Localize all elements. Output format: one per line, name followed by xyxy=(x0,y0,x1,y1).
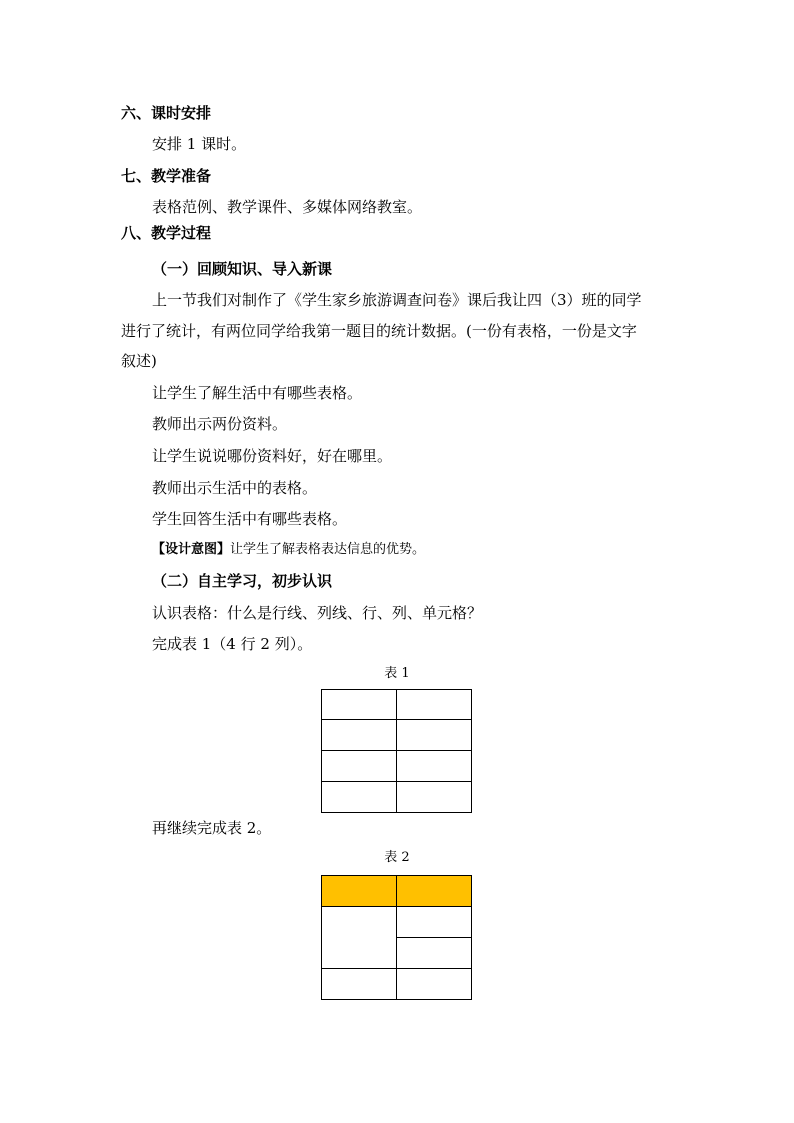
table-1-cell xyxy=(397,782,472,813)
table-1-cell xyxy=(322,720,397,751)
part-1-paragraph-line-3: 叙述) xyxy=(121,352,157,370)
part-1-paragraph-line-1: 上一节我们对制作了《学生家乡旅游调查问卷》课后我让四（3）班的同学 xyxy=(152,291,642,309)
design-intent-text: 让学生了解表格表达信息的优势。 xyxy=(230,542,426,557)
step-3: 让学生说说哪份资料好，好在哪里。 xyxy=(152,447,393,465)
part-1-heading: （一）回顾知识、导入新课 xyxy=(152,260,333,278)
table-1-cell xyxy=(397,751,472,782)
section-6-body: 安排 1 课时。 xyxy=(152,135,247,153)
table-1-cell xyxy=(322,751,397,782)
part-2-line-3: 再继续完成表 2。 xyxy=(152,819,272,837)
section-8-heading: 八、教学过程 xyxy=(121,224,212,242)
table-1-caption: 表 1 xyxy=(384,666,410,681)
table-2-cell xyxy=(397,969,472,1000)
table-1-cell xyxy=(397,720,472,751)
part-1-paragraph-line-2: 进行了统计，有两位同学给我第一题目的统计数据。(一份有表格，一份是文字 xyxy=(121,322,637,340)
table-2-header-cell xyxy=(322,876,397,907)
table-2-cell xyxy=(322,969,397,1000)
part-2-line-2: 完成表 1（4 行 2 列）。 xyxy=(152,635,313,653)
design-intent-label: 【设计意图】 xyxy=(152,542,231,557)
table-1-cell xyxy=(322,782,397,813)
table-1-cell xyxy=(397,690,472,720)
table-2-cell xyxy=(397,938,472,969)
section-7-body: 表格范例、教学课件、多媒体网络教室。 xyxy=(152,198,423,216)
table-1 xyxy=(321,689,472,813)
step-1: 让学生了解生活中有哪些表格。 xyxy=(152,384,363,402)
part-2-line-1: 认识表格：什么是行线、列线、行、列、单元格？ xyxy=(152,604,483,622)
table-2-caption: 表 2 xyxy=(384,850,410,865)
table-2-header-cell xyxy=(397,876,472,907)
section-6-heading: 六、课时安排 xyxy=(121,104,212,122)
design-intent xyxy=(152,540,425,560)
step-2: 教师出示两份资料。 xyxy=(152,415,288,433)
part-2-heading: （二）自主学习，初步认识 xyxy=(152,572,333,590)
step-5: 学生回答生活中有哪些表格。 xyxy=(152,510,348,528)
table-1-cell xyxy=(322,690,397,720)
table-2 xyxy=(321,875,472,1000)
table-2-merged-cell xyxy=(322,907,397,969)
step-4: 教师出示生活中的表格。 xyxy=(152,479,318,497)
table-2-cell xyxy=(397,907,472,938)
section-7-heading: 七、教学准备 xyxy=(121,167,212,185)
